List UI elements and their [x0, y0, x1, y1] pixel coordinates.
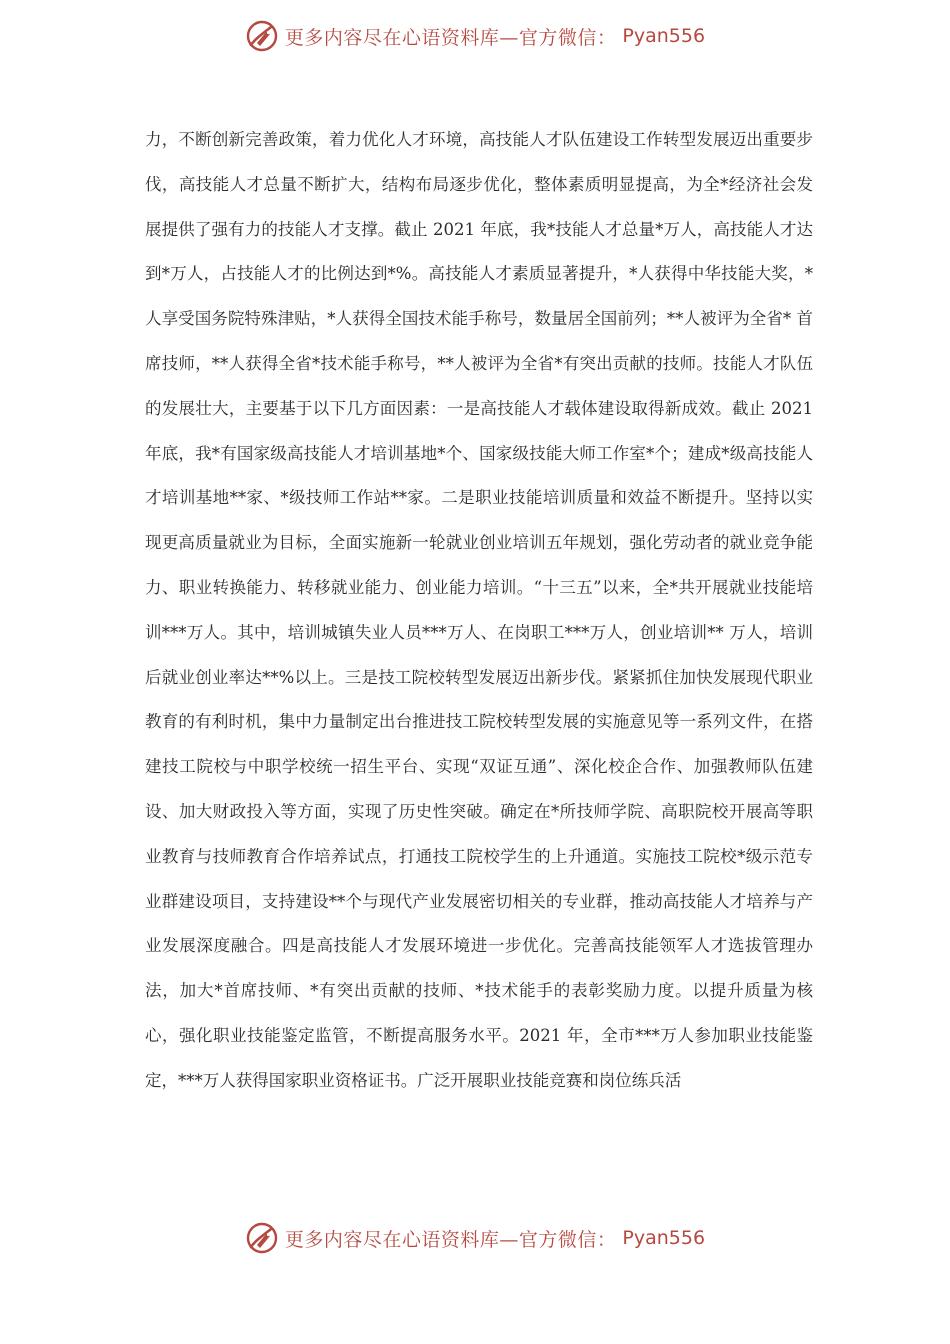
footer-banner-text: 更多内容尽在心语资料库—官方微信：: [284, 1228, 617, 1251]
footer-banner: [0, 1218, 950, 1258]
body-paragraph: 力，不断创新完善政策，着力优化人才环境，高技能人才队伍建设工作转型发展迈出重要步伐，高技能人才总量不断扩大，结构布局逐步优化，整体素质明显提高，为全*经济社会发展提供了强有力的技能人才支撑。截止 2021 年底，我*技能人才总量*万人，高技能人才达到*万人，占技能人才的比例达到*%。高技能人才素质显著提升，*人获得中华技能大奖，*人享受国务院特殊津贴，*人获得全国技术能手称号，数量居全国前列；**人被评为全省* 首席技师，**人获得全省*技术能手称号，**人被评为全省*有突出贡献的技师。技能人才队伍的发展壮大，主要基于以下几方面因素：一是高技能人才载体建设取得新成效。截止 2021 年底，我*有国家级高技能人才培训基地*个、国家级技能大师工作室*个；建成*级高技能人才培训基地**家、*级技师工作站**家。二是职业技能培训质量和效益不断提升。坚持以实现更高质量就业为目标，全面实施新一轮就业创业培训五年规划，强化劳动者的就业竞争能力、职业转换能力、转移就业能力、创业能力培训。“十三五”以来，全*共开展就业技能培训***万人。其中，培训城镇失业人员***万人、在岗职工***万人，创业培训** 万人，培训后就业创业率达**%以上。三是技工院校转型发展迈出新步伐。紧紧抓住加快发展现代职业教育的有利时机，集中力量制定出台推进技工院校转型发展的实施意见等一系列文件，在搭建技工院校与中职学校统一招生平台、实现“双证互通”、深化校企合作、加强教师队伍建设、加大财政投入等方面，实现了历史性突破。确定在*所技师学院、高职院校开展高等职业教育与技师教育合作培养试点，打通技工院校学生的上升通道。实施技工院校*级示范专业群建设项目，支持建设**个与现代产业发展密切相关的专业群，推动高技能人才培养与产业发展深度融合。四是高技能人才发展环境进一步优化。完善高技能领军人才选拔管理办法，加大*首席技师、*有突出贡献的技师、*技术能手的表彰奖励力度。以提升质量为核心，强化职业技能鉴定监管，不断提高服务水平。2021 年，全市***万人参加职业技能鉴定，***万人获得国家职业资格证书。广泛开展职业技能竞赛和岗位练兵活: [145, 130, 813, 1090]
footer-banner-inner: [245, 1221, 705, 1255]
header-banner-text: 更多内容尽在心语资料库—官方微信：: [284, 26, 617, 49]
document-body: [145, 118, 813, 1148]
header-wechat-id: Pyan556: [622, 25, 706, 47]
pen-logo-icon: [245, 19, 279, 53]
footer-wechat-id: Pyan556: [622, 1227, 706, 1249]
header-banner-inner: [245, 19, 705, 53]
pen-logo-icon: [245, 1221, 279, 1255]
header-banner: [0, 16, 950, 56]
